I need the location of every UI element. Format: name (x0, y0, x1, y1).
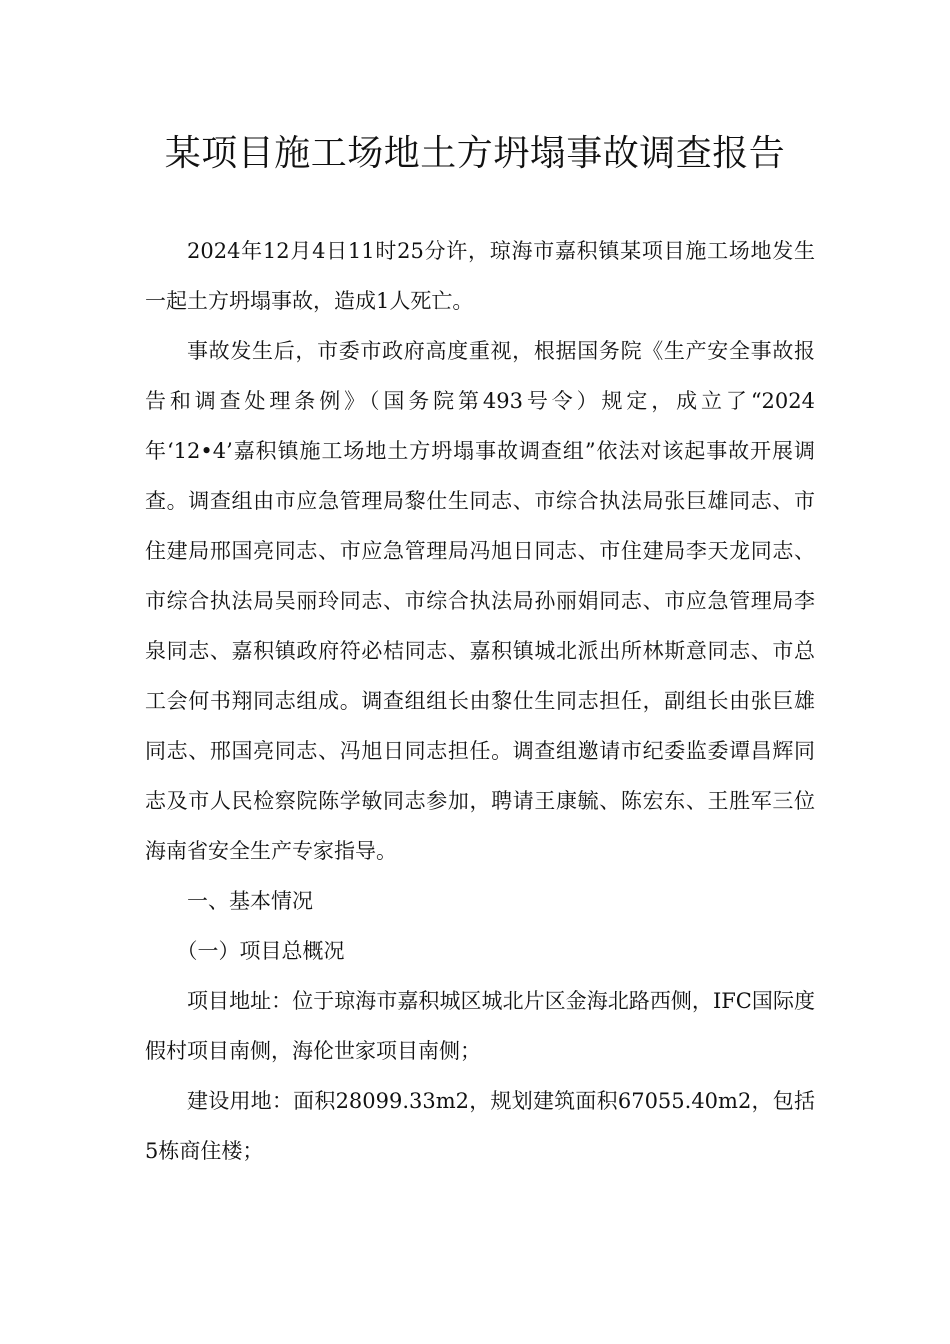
subsection-heading-project-overview: （一）项目总概况 (176, 939, 345, 963)
paragraph-investigation-team: 事故发生后，市委市政府高度重视，根据国务院《生产安全事故报告和调查处理条例》（国务院第493号令）规定，成立了“2024年‘12•4’嘉积镇施工场地土方坍塌事故调查组”依法对该起事故开展调查。调查组由市应急管理局黎仕生同志、市综合执法局张巨雄同志、市住建局邢国亮同志、市应急管理局冯旭日同志、市住建局李天龙同志、市综合执法局吴丽玲同志、市综合执法局孙丽娟同志、市应急管理局李泉同志、嘉积镇政府符必桔同志、嘉积镇城北派出所林斯意同志、市总工会何书翔同志组成。调查组组长由黎仕生同志担任，副组长由张巨雄同志、邢国亮同志、冯旭日同志担任。调查组邀请市纪委监委谭昌辉同志及市人民检察院陈学敏同志参加，聘请王康毓、陈宏东、王胜军三位海南省安全生产专家指导。 (145, 339, 815, 863)
section-heading-basic-situation: 一、基本情况 (187, 889, 313, 913)
paragraph-project-address: 项目地址：位于琼海市嘉积城区城北片区金海北路西侧，IFC国际度假村项目南侧，海伦世家项目南侧； (145, 989, 815, 1063)
paragraph-construction-land: 建设用地：面积28099.33m2，规划建筑面积67055.40m2，包括5栋商住楼； (145, 1089, 815, 1163)
document-title: 某项目施工场地土方坍塌事故调查报告 (164, 133, 786, 174)
document-body (145, 226, 815, 1176)
paragraph-accident-summary: 2024年12月4日11时25分许，琼海市嘉积镇某项目施工场地发生一起土方坍塌事故，造成1人死亡。 (145, 239, 815, 313)
